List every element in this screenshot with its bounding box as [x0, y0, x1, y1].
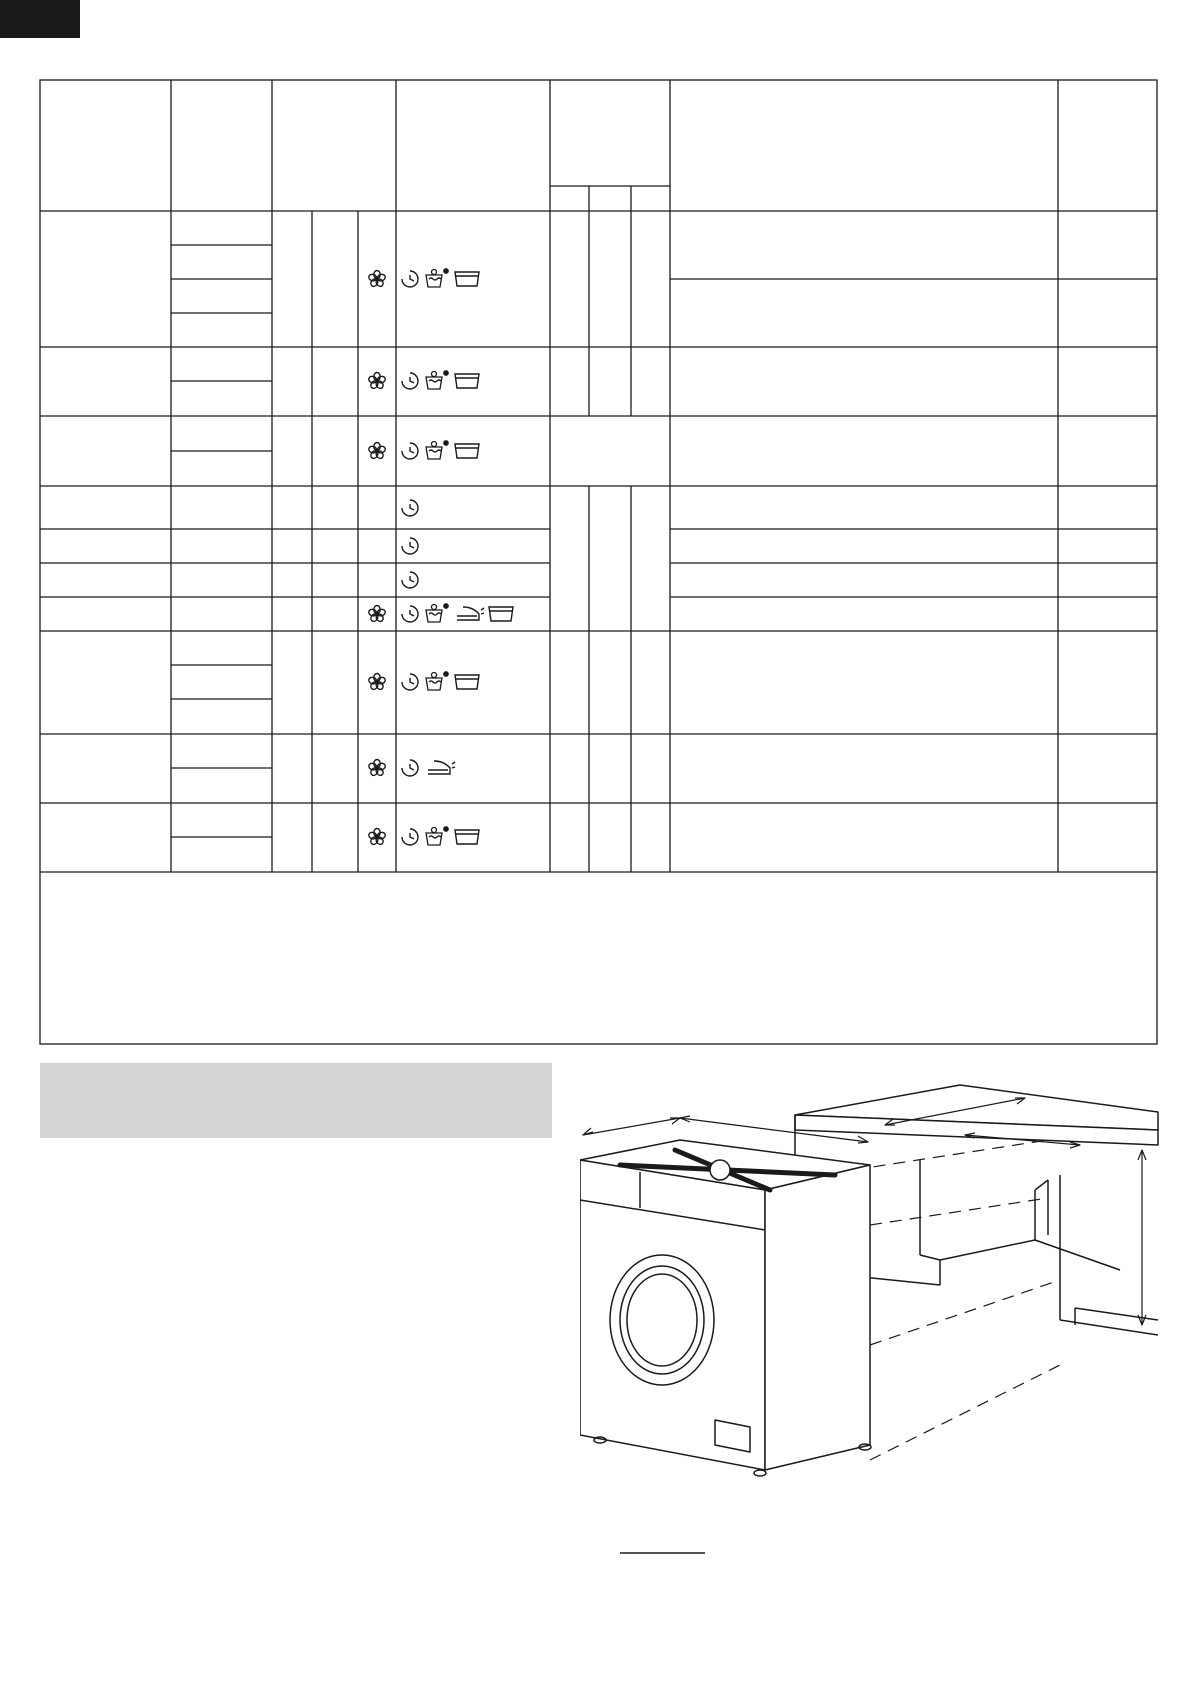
timer-icon [402, 760, 418, 776]
tub-icon [489, 607, 513, 621]
timer-icon [402, 829, 418, 845]
table-frame [40, 80, 1157, 1044]
row-1-icons [368, 269, 479, 288]
prewash-icon [426, 827, 448, 845]
washing-machine [580, 1140, 871, 1476]
row-3-icons [368, 441, 479, 460]
row-10-icons [368, 827, 479, 846]
iron-icon [457, 607, 484, 620]
row-7-icons [368, 604, 513, 623]
prewash-icon [426, 672, 448, 690]
section-header-band [40, 1063, 552, 1138]
row-5-icons [402, 538, 418, 554]
iron-icon [428, 761, 455, 774]
installation-diagram [580, 1080, 1170, 1560]
timer-icon [402, 606, 418, 622]
timer-icon [402, 500, 418, 516]
timer-icon [402, 538, 418, 554]
tub-icon [455, 675, 479, 689]
timer-icon [402, 271, 418, 287]
flower-icon [368, 271, 386, 288]
row-2-icons [368, 371, 479, 390]
row-6-icons [402, 572, 418, 588]
timer-icon [402, 674, 418, 690]
row-4-icons [402, 500, 418, 516]
prewash-icon [426, 604, 448, 622]
flower-icon [368, 443, 386, 460]
prewash-icon [426, 371, 448, 389]
timer-icon [402, 373, 418, 389]
prewash-icon [426, 441, 448, 459]
tub-icon [455, 830, 479, 844]
tub-icon [455, 374, 479, 388]
timer-icon [402, 443, 418, 459]
flower-icon [368, 829, 386, 846]
prewash-icon [426, 269, 448, 287]
tub-icon [455, 272, 479, 286]
flower-icon [368, 606, 386, 623]
tub-icon [455, 444, 479, 458]
row-9-icons [368, 760, 455, 777]
timer-icon [402, 572, 418, 588]
flower-icon [368, 760, 386, 777]
flower-icon [368, 674, 386, 691]
row-8-icons [368, 672, 479, 691]
flower-icon [368, 373, 386, 390]
